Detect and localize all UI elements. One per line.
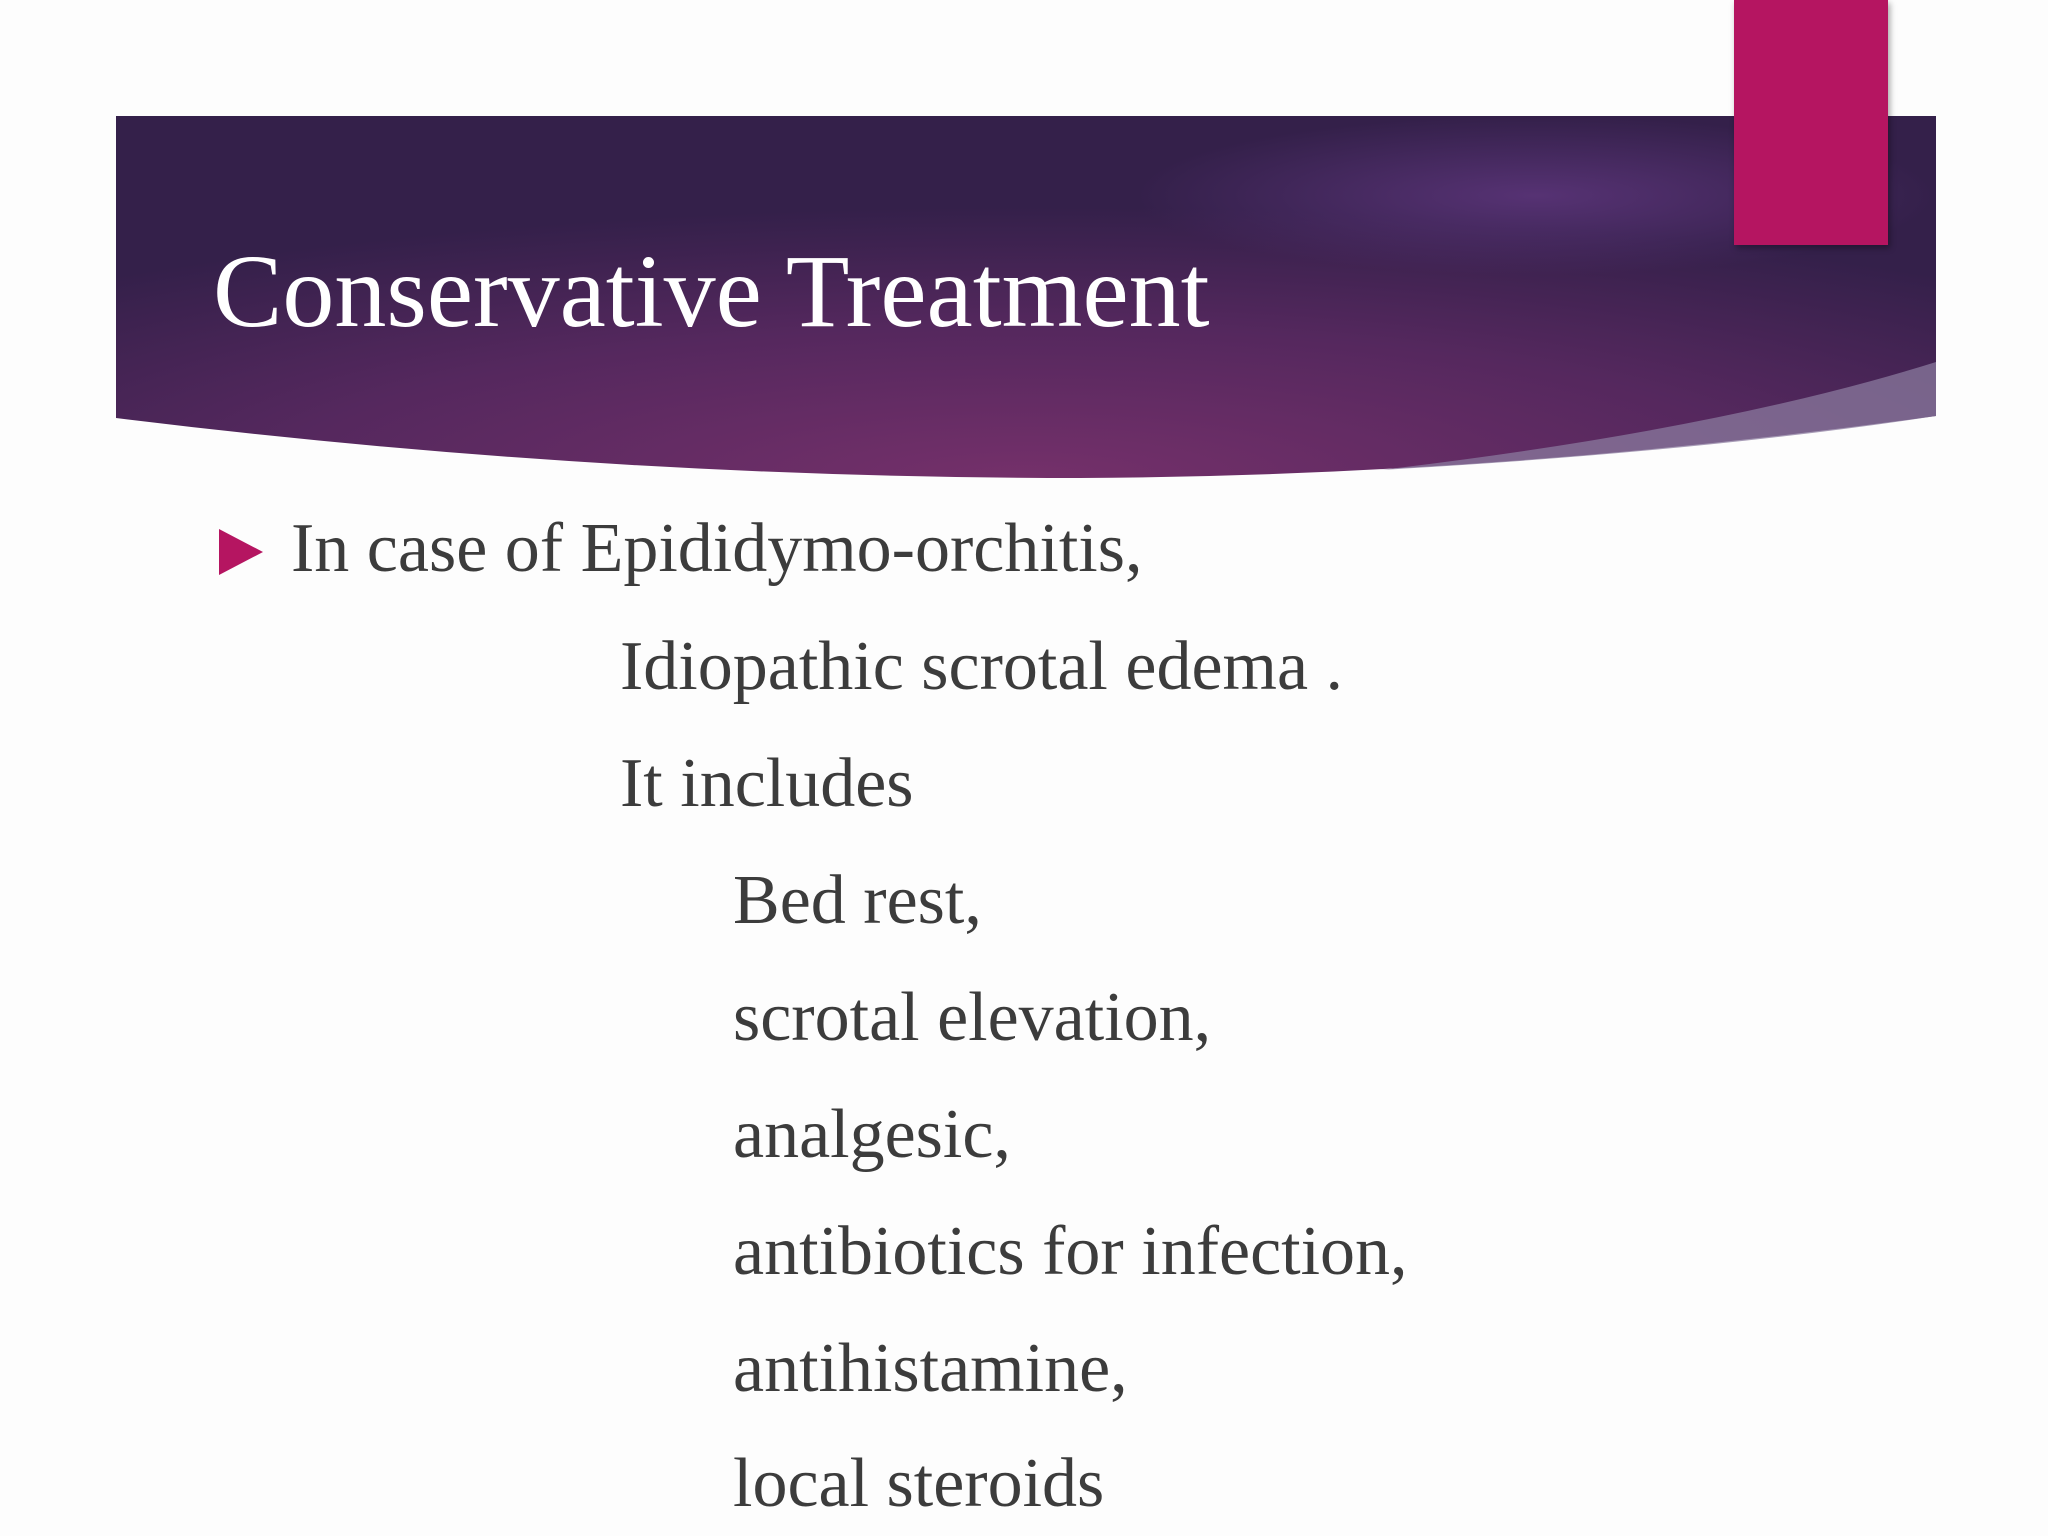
continuation-line: Idiopathic scrotal edema .	[620, 628, 1344, 705]
continuation-line: It includes	[620, 745, 914, 822]
sub-item: local steroids	[733, 1445, 1105, 1522]
sub-item: analgesic,	[733, 1096, 1011, 1173]
bullet-text: In case of Epididymo-orchitis,	[291, 510, 1143, 587]
sub-item: scrotal elevation,	[733, 979, 1212, 1056]
sub-item: Bed rest,	[733, 862, 982, 939]
triangle-right-icon	[219, 529, 263, 575]
slide-title: Conservative Treatment	[213, 234, 1210, 349]
sub-item: antihistamine,	[733, 1330, 1128, 1407]
sub-item: antibiotics for infection,	[733, 1213, 1408, 1290]
